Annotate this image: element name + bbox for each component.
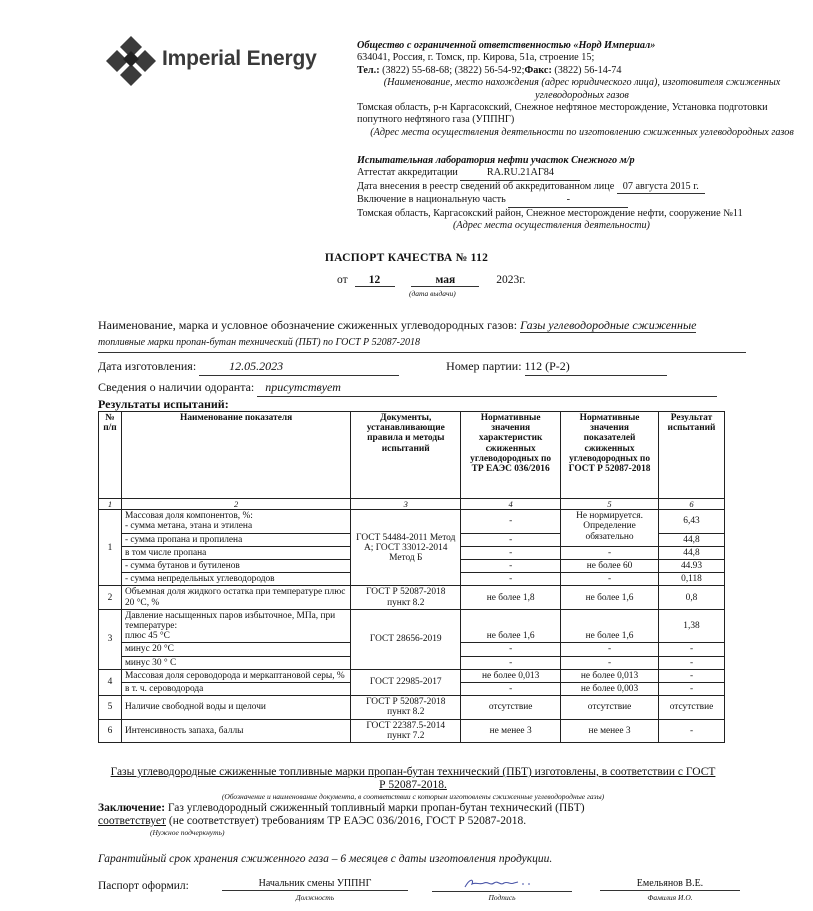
lab-national: Включение в национальную часть - (357, 194, 797, 207)
org-caption: (Наименование, место нахождения (адрес юридического лица), изготовителя сжиженных углеводородных газов (383, 77, 781, 101)
lab-block (357, 155, 797, 232)
table-row: - сумма непредельных углеводородов - - 0,118 (99, 573, 725, 586)
lab-name: Испытательная лаборатория нефти участок Снежного м/р (357, 155, 635, 166)
imperial-energy-logo-icon (104, 34, 158, 88)
lab-address: Томская область, Каргасокский район, Снежное месторождение нефти, сооружение №11 (357, 207, 743, 219)
th-num: № п/п (99, 412, 122, 499)
position-caption: Должность (295, 893, 335, 902)
table-row: минус 20 °С - - - (99, 643, 725, 656)
table-row: 3 Давление насыщенных паров избыточное, МПа, при температуре: плюс 45 °С ГОСТ 28656-2019 не более 1,6 не более 1,6 1,38 (99, 609, 725, 643)
table-row: в т. ч. сероводорода - не более 0,003 - (99, 683, 725, 696)
manufacture-row: Дата изготовления: 12.05.2023 Номер партии: 112 (Р-2) (98, 357, 748, 376)
product-name: Наименование, марка и условное обозначение сжиженных углеводородных газов: Газы углеводородные сжиженные (98, 318, 697, 332)
logo-text: Imperial Energy (162, 47, 317, 70)
table-row: 6 Интенсивность запаха, баллы ГОСТ 22387.5-2014 пункт 7.2 не менее 3 не менее 3 - (99, 719, 725, 742)
lab-accreditation: Аттестат аккредитации RA.RU.21АГ84 (357, 167, 797, 180)
th-gost: Нормативные значения показателей сжиженных углеводородных по ГОСТ Р 52087-2018 (561, 412, 659, 499)
product-info (98, 316, 748, 397)
signature-icon (462, 875, 542, 891)
org-name: Общество с ограниченной ответственностью «Норд Империал» (357, 40, 656, 51)
statement: Газы углеводородные сжиженные топливные марки пропан-бутан технический (ПБТ) изготовлены, в соответствии с ГОСТ Р 52087-2018. (Обозначение и наименование документа, в соответствии с которым изготовлены сжиженные углеводородные газы) (110, 766, 716, 801)
table-row: 1 Массовая доля компонентов, %: - сумма метана, этана и этилена ГОСТ 54484-2011 Метод А; ГОСТ 33012-2014 Метод Б - Не нормируется. Определение обязательно 6,43 (99, 510, 725, 533)
org-address: 634041, Россия, г. Томск, пр. Кирова, 51а, строение 15; (357, 52, 595, 64)
person-caption: Фамилия И.О. (647, 893, 693, 902)
table-row: минус 30 ° С - - - (99, 656, 725, 669)
org-site: Томская область, р-н Каргасокский, Снежное нефтяное месторождение, Установка подготовки попутного нефтяного газа (УППНГ) (357, 102, 768, 126)
position: Начальник смены УППНГ (222, 878, 408, 891)
warranty: Гарантийный срок хранения сжиженного газа – 6 месяцев с даты изготовления продукции. (98, 853, 553, 865)
table-col-number-row: 1 2 3 4 5 6 (99, 499, 725, 510)
org-contacts: Тел.: (3822) 55-68-68; (3822) 56-54-92;Факс: (3822) 56-14-74 (357, 64, 622, 76)
th-tr: Нормативные значения характеристик сжиженных углеводородных по ТР ЕАЭС 036/2016 (461, 412, 561, 499)
lab-caption: (Адрес места осуществления деятельности) (453, 220, 650, 232)
table-row: 2 Объемная доля жидкого остатка при температуре плюс 20 °С, % ГОСТ Р 52087-2018 пункт 8.2 не более 1,8 не более 1,6 0,8 (99, 586, 725, 609)
product-name-2: топливные марки пропан-бутан технический (ПБТ) по ГОСТ Р 52087-2018 (98, 334, 748, 353)
table-row: 4 Массовая доля сероводорода и меркаптановой серы, % ГОСТ 22985-2017 не более 0,013 не более 0,013 - (99, 669, 725, 682)
date-caption: (дата выдачи) (409, 289, 456, 298)
table-row: 5 Наличие свободной воды и щелочи ГОСТ Р 52087-2018 пункт 8.2 отсутствие отсутствие отсутствие (99, 696, 725, 719)
th-method: Документы, устанавливающие правила и методы испытаний (351, 412, 461, 499)
site-caption: (Адрес места осуществления деятельности по изготовлению сжиженных углеводородных газов (370, 126, 794, 138)
passport-date: от 12 мая 2023г. (337, 274, 526, 286)
passport-title: ПАСПОРТ КАЧЕСТВА № 112 (324, 252, 489, 264)
table-row: в том числе пропана - - 44,8 (99, 546, 725, 559)
table-row: - сумма бутанов и бутиленов - не более 60 44.93 (99, 560, 725, 573)
th-name: Наименование показателя (121, 412, 350, 499)
person-name: Емельянов В.Е. (600, 878, 740, 891)
odorant-row: Сведения о наличии одоранта: присутствует (98, 378, 748, 397)
results-table (98, 411, 725, 743)
conclusion: Заключение: Газ углеводородный сжиженный топливный марки пропан-бутан технический (ПБТ) соответствует (не соответствует) требованиям ТР ЕАЭС 036/2016, ГОСТ Р 52087-2018. (Нужное подчеркнуть) (98, 802, 585, 837)
signature-caption: Подпись (488, 893, 516, 902)
signed-label: Паспорт оформил: (98, 880, 189, 892)
results-heading: Результаты испытаний: (98, 397, 229, 411)
org-header (357, 40, 797, 139)
table-row: - сумма пропана и пропилена - 44,8 (99, 533, 725, 546)
table-header-row (99, 412, 725, 499)
signature-line (432, 891, 572, 892)
lab-registry-date: Дата внесения в реестр сведений об аккредитованном лице 07 августа 2015 г. (357, 181, 797, 194)
th-result: Результат испытаний (659, 412, 725, 499)
